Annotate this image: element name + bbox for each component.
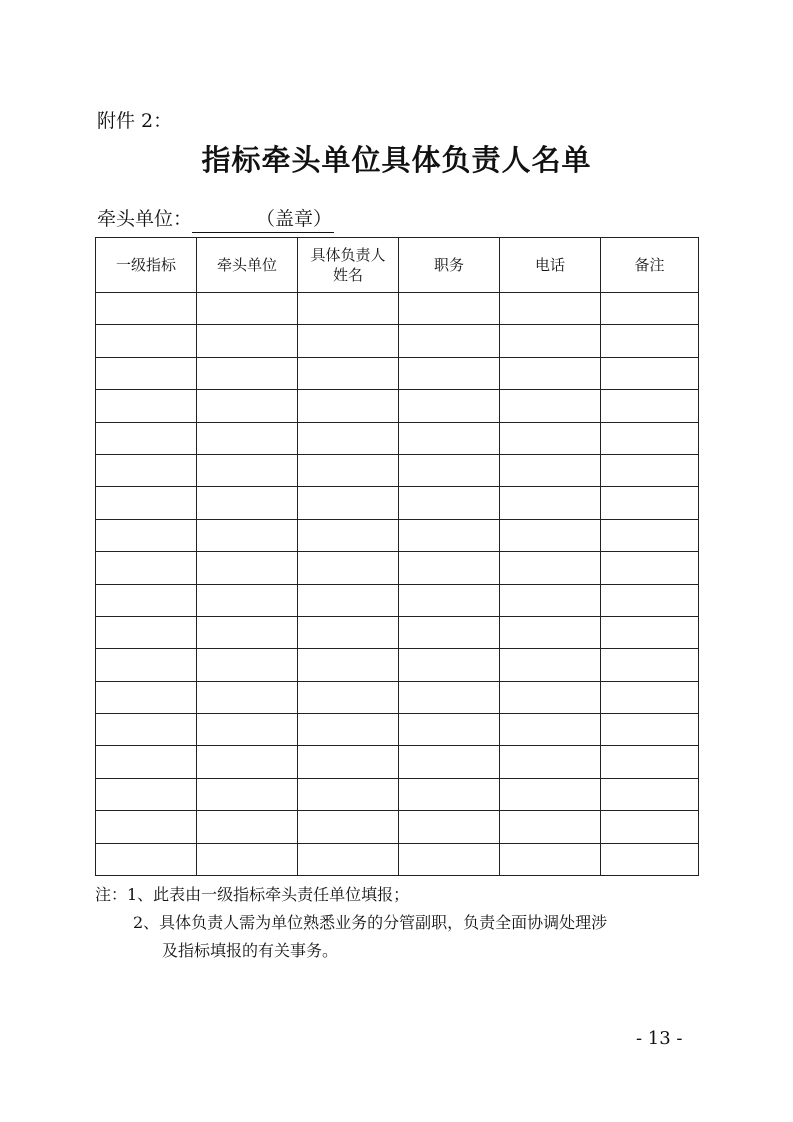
table-cell[interactable] [601,293,699,325]
table-cell[interactable] [601,616,699,648]
table-cell[interactable] [500,487,601,519]
table-cell[interactable] [399,811,500,843]
lead-unit-blank [192,212,252,233]
table-cell[interactable] [298,746,399,778]
table-cell[interactable] [197,616,298,648]
lead-unit-line [97,204,334,233]
document-title: 指标牵头单位具体负责人名单 [201,143,592,177]
table-cell[interactable] [96,552,197,584]
table-cell[interactable] [601,519,699,551]
table-cell[interactable] [197,422,298,454]
table-cell[interactable] [399,422,500,454]
table-cell[interactable] [96,616,197,648]
table-cell[interactable] [298,357,399,389]
table-cell[interactable] [500,325,601,357]
table-cell[interactable] [601,714,699,746]
table-cell[interactable] [96,325,197,357]
table-cell[interactable] [500,746,601,778]
table-cell[interactable] [500,422,601,454]
table-cell[interactable] [399,843,500,875]
table-cell[interactable] [298,714,399,746]
table-cell[interactable] [399,519,500,551]
table-cell[interactable] [197,843,298,875]
table-row [96,714,699,746]
table-row [96,681,699,713]
table-cell[interactable] [298,616,399,648]
note-2: 2、具体负责人需为单位熟悉业务的分管副职，负责全面协调处理涉 [133,913,608,932]
table-cell[interactable] [96,487,197,519]
table-row [96,390,699,422]
column-header-indicator: 一级指标 [96,238,197,293]
table-cell[interactable] [197,746,298,778]
table-row [96,519,699,551]
table-cell[interactable] [500,681,601,713]
table-cell[interactable] [298,390,399,422]
table-cell[interactable] [399,616,500,648]
table-row [96,293,699,325]
table-cell[interactable] [601,843,699,875]
table-cell[interactable] [500,649,601,681]
table-cell[interactable] [298,422,399,454]
table-cell[interactable] [399,584,500,616]
table-cell[interactable] [601,325,699,357]
table-row [96,778,699,810]
table-cell[interactable] [500,390,601,422]
table-cell[interactable] [500,778,601,810]
table-cell[interactable] [298,293,399,325]
table-cell[interactable] [601,681,699,713]
table-cell[interactable] [399,649,500,681]
table-row [96,649,699,681]
table-cell[interactable] [96,843,197,875]
table-cell[interactable] [197,293,298,325]
table-cell[interactable] [96,746,197,778]
table-cell[interactable] [298,487,399,519]
table-cell[interactable] [399,714,500,746]
table-cell[interactable] [298,552,399,584]
table-row [96,843,699,875]
table-cell[interactable] [601,778,699,810]
table-cell[interactable] [601,649,699,681]
lead-unit-label: 牵头单位： [97,208,193,230]
table-cell[interactable] [500,811,601,843]
seal-label: （盖章） [252,204,334,233]
table-cell[interactable] [96,293,197,325]
table-cell[interactable] [500,843,601,875]
table-row [96,811,699,843]
table-cell[interactable] [298,811,399,843]
table-row [96,616,699,648]
note-2-continued: 及指标填报的有关事务。 [162,941,339,960]
table-cell[interactable] [399,390,500,422]
table-cell[interactable] [197,357,298,389]
table-header-row [96,238,699,293]
table-cell[interactable] [500,584,601,616]
table-cell[interactable] [197,552,298,584]
table-cell[interactable] [399,293,500,325]
table-row [96,584,699,616]
table-cell[interactable] [298,519,399,551]
table-cell[interactable] [500,357,601,389]
column-header-lead-unit: 牵头单位 [197,238,298,293]
table-cell[interactable] [298,843,399,875]
table-cell[interactable] [197,649,298,681]
table-cell[interactable] [500,293,601,325]
table-cell[interactable] [500,454,601,486]
table-cell[interactable] [298,584,399,616]
table-row [96,454,699,486]
table-row [96,325,699,357]
table-cell[interactable] [197,325,298,357]
table-cell[interactable] [399,746,500,778]
table-cell[interactable] [601,422,699,454]
column-header-remarks: 备注 [601,238,699,293]
table-row [96,746,699,778]
table-cell[interactable] [197,390,298,422]
table-row [96,552,699,584]
table-cell[interactable] [96,390,197,422]
table-cell[interactable] [197,714,298,746]
table-cell[interactable] [96,681,197,713]
table-cell[interactable] [399,454,500,486]
table-cell[interactable] [601,746,699,778]
table-cell[interactable] [96,584,197,616]
table-cell[interactable] [298,325,399,357]
table-body [96,293,699,876]
table-cell[interactable] [96,422,197,454]
table-cell[interactable] [399,325,500,357]
table-cell[interactable] [500,616,601,648]
table-cell[interactable] [298,681,399,713]
column-header-position: 职务 [399,238,500,293]
table-cell[interactable] [601,811,699,843]
table-cell[interactable] [197,778,298,810]
column-header-phone: 电话 [500,238,601,293]
table-cell[interactable] [197,487,298,519]
table-cell[interactable] [601,454,699,486]
table-cell[interactable] [500,519,601,551]
page-number: - 13 - [636,1028,683,1049]
table-cell[interactable] [197,811,298,843]
table-cell[interactable] [601,357,699,389]
table-cell[interactable] [500,552,601,584]
table-cell[interactable] [197,454,298,486]
table-cell[interactable] [96,357,197,389]
table-cell[interactable] [298,778,399,810]
table-cell[interactable] [96,519,197,551]
table-cell[interactable] [399,552,500,584]
table-cell[interactable] [601,390,699,422]
note-1: 注：1、此表由一级指标牵头责任单位填报； [95,885,410,904]
table-cell[interactable] [197,681,298,713]
table-row [96,357,699,389]
attachment-label: 附件 2： [97,110,173,132]
column-header-person-name: 具体负责人 姓名 [298,238,399,293]
table-row [96,487,699,519]
table-cell[interactable] [399,487,500,519]
table-cell[interactable] [399,778,500,810]
notes [95,881,715,965]
table-cell[interactable] [96,454,197,486]
table-cell[interactable] [96,778,197,810]
table-cell[interactable] [601,552,699,584]
table-row [96,422,699,454]
table-cell[interactable] [500,714,601,746]
table-cell[interactable] [96,811,197,843]
responsible-persons-table [95,237,699,876]
table-cell[interactable] [96,649,197,681]
table-cell[interactable] [601,487,699,519]
table-cell[interactable] [197,584,298,616]
table-cell[interactable] [399,357,500,389]
table-cell[interactable] [298,649,399,681]
table-cell[interactable] [96,714,197,746]
table-cell[interactable] [298,454,399,486]
table-cell[interactable] [197,519,298,551]
table-cell[interactable] [399,681,500,713]
table-cell[interactable] [601,584,699,616]
